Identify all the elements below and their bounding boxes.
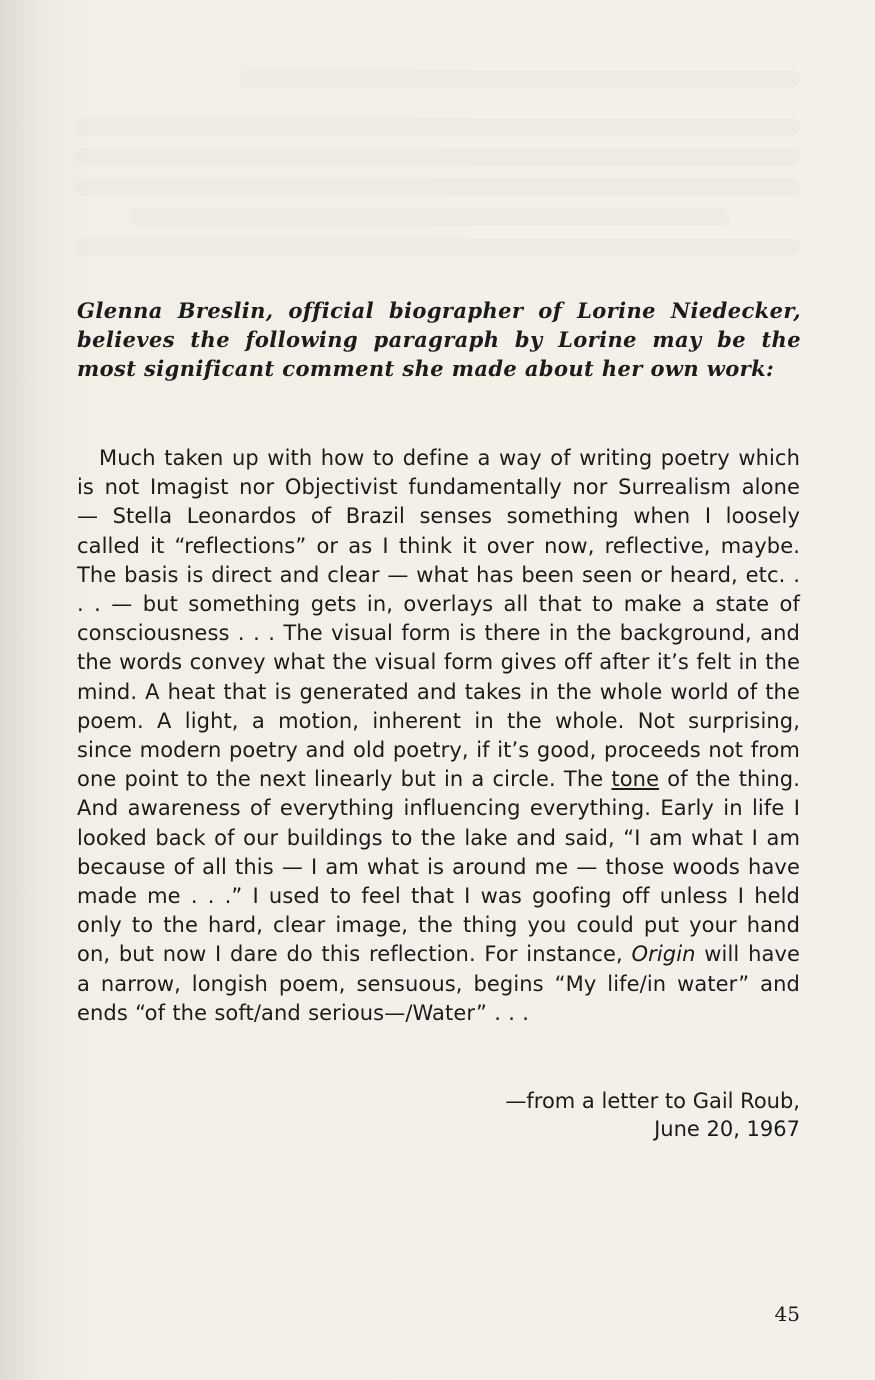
attribution bbox=[400, 1087, 800, 1143]
letter-text-part-3: will have a narrow, longish poem, sensuous, begins “My life/in water” and ends “of the soft/and serious—/Water” . . . bbox=[77, 942, 800, 1025]
letter-text-part-2: of the thing. And awareness of everything influencing everything. Early in life I looked back of our buildings to the lake and said, “I am what I am because of all this — I am what is around me — those woods have made me . . .” I used to feel that I was goofing off unless I held only to the hard, clear image, the thing you could put your hand on, but now I dare do this reflection. For instance, bbox=[77, 767, 801, 967]
attribution-date: June 20, 1967 bbox=[654, 1117, 800, 1141]
page-number: 45 bbox=[774, 1302, 800, 1326]
bleed-through-shadow bbox=[130, 208, 730, 226]
bleed-through-shadow bbox=[240, 70, 800, 88]
bleed-through-shadow bbox=[75, 118, 800, 136]
bleed-through-shadow bbox=[75, 178, 800, 196]
letter-text-part-1: Much taken up with how to define a way of writing poetry which is not Imagist nor Objectivist fundamentally nor Surrealism alone — Stella Leonardos of Brazil senses something when I loosely called it “reflections” or as I think it over now, reflective, maybe. The basis is direct and clear — what has been seen or heard, etc. . . . — but something gets in, overlays all that to make a state of consciousness . . . The visual form is there in the background, and the words convey what the visual form gives off after it’s felt in the mind. A heat that is generated and takes in the whole world of the poem. A light, a motion, inherent in the whole. Not surprising, since modern poetry and old poetry, if it’s good, proceeds not from one point to the next linearly but in a circle. The bbox=[77, 446, 800, 792]
underlined-word: tone bbox=[611, 767, 660, 792]
italic-journal-title: Origin bbox=[631, 942, 696, 967]
letter-excerpt bbox=[77, 444, 800, 1028]
attribution-source: —from a letter to Gail Roub, bbox=[505, 1089, 800, 1113]
intro-paragraph: Glenna Breslin, official biographer of Lorine Niedecker, believes the following paragraph by Lorine may be the most significant comment she made about her own work: bbox=[77, 298, 801, 381]
bleed-through-shadow bbox=[75, 148, 800, 166]
bleed-through-shadow bbox=[75, 238, 800, 256]
